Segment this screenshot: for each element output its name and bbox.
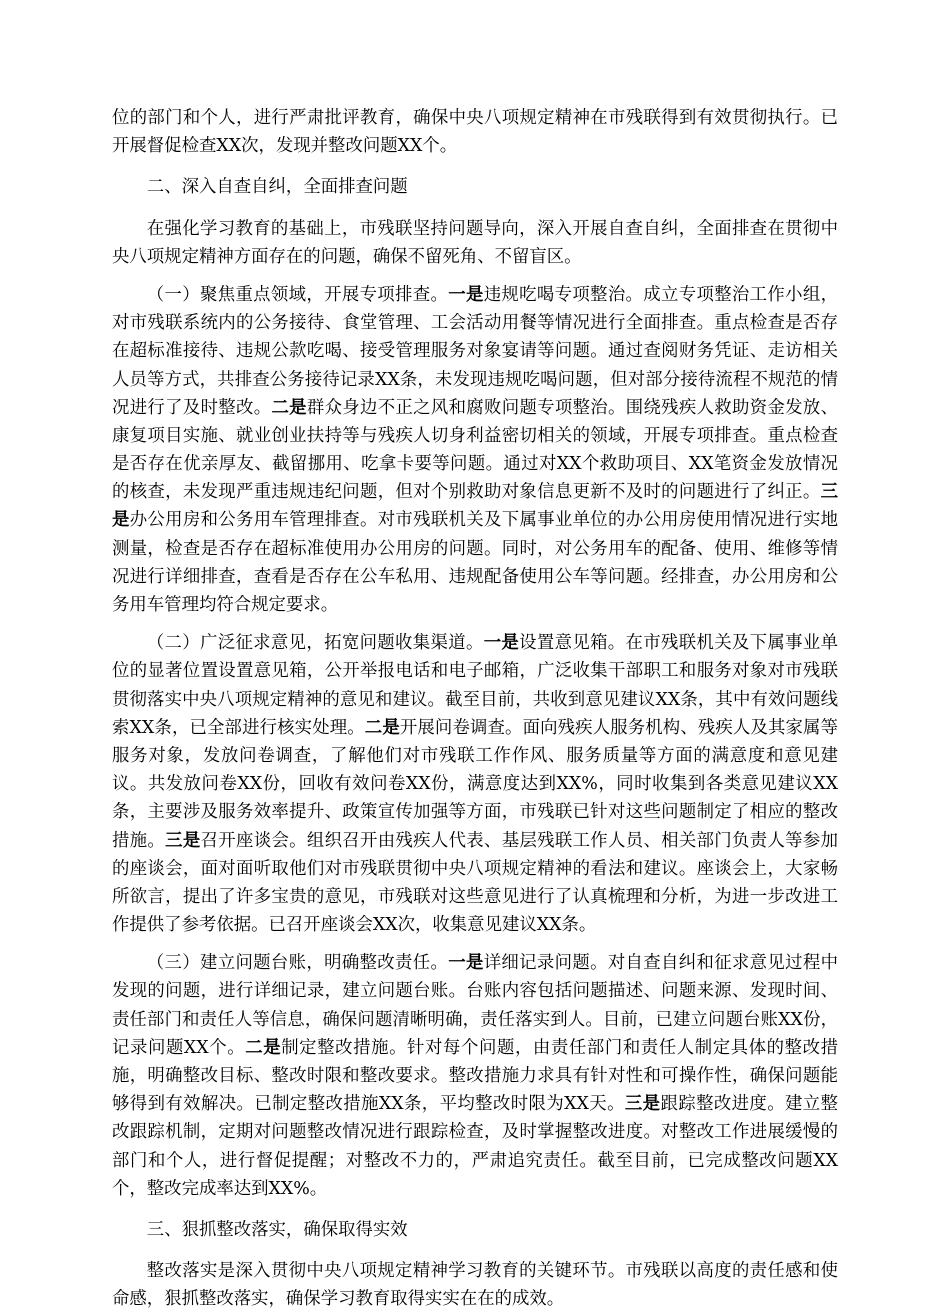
run-text: （二）广泛征求意见，拓宽问题收集渠道。 bbox=[146, 633, 484, 654]
run-emphasis: 三是 bbox=[624, 1094, 661, 1115]
run-text: （一）聚焦重点领域，开展专项排查。 bbox=[146, 284, 449, 305]
run-text: 开展问卷调查。面向残疾人服务机构、残疾人及其家属等服务对象，发放问卷调查，了解他们对市残联工作作风、服务质量等方面的满意度和意见建议。共发放问卷XX份，回收有效问卷XX份，满意度达到XX%，同时收集到各类意见建议XX条，主要涉及服务效率提升、政策宣传加强等方面，市残联已针对这些问题制定了相应的整改措施。 bbox=[112, 717, 838, 851]
paragraph-intro-section-three: 整改落实是深入贯彻中央八项规定精神学习教育的关键环节。市残联以高度的责任感和使命感，狠抓整改落实，确保学习教育取得实实在在的成效。 bbox=[112, 1261, 838, 1310]
run-emphasis: 二是 bbox=[245, 1037, 282, 1058]
run-emphasis: 一是 bbox=[448, 284, 484, 305]
paragraph-continuation: 位的部门和个人，进行严肃批评教育，确保中央八项规定精神在市残联得到有效贯彻执行。已开展督促检查XX次，发现并整改问题XX个。 bbox=[112, 108, 838, 157]
run-text: 群众身边不正之风和腐败问题专项整治。围绕残疾人救助资金发放、康复项目实施、就业创业扶持等与残疾人切身利益密切相关的领域，开展专项排查。重点检查是否存在优亲厚友、截留挪用、吃拿卡要等问题。通过对XX个救助项目、XX笔资金发放情况的核查，未发现严重违规违纪问题，但对个别救助对象信息更新不及时的问题进行了纠正。 bbox=[112, 397, 838, 503]
run-text: 召开座谈会。组织召开由残疾人代表、基层残联工作人员、相关部门负责人等参加的座谈会，面对面听取他们对市残联贯彻中央八项规定精神的看法和建议。座谈会上，大家畅所欲言，提出了许多宝贵的意见，市残联对这些意见进行了认真梳理和分析，为进一步改进工作提供了参考依据。已召开座谈会XX次，收集意见建议XX条。 bbox=[112, 830, 838, 936]
run-emphasis: 一是 bbox=[448, 953, 484, 974]
paragraph-intro-section-two: 在强化学习教育的基础上，市残联坚持问题导向，深入开展自查自纠，全面排查在贯彻中央八项规定精神方面存在的问题，确保不留死角、不留盲区。 bbox=[112, 218, 838, 267]
section-heading-three: 三、狠抓整改落实，确保取得实效 bbox=[146, 1219, 408, 1240]
run-emphasis: 一是 bbox=[483, 633, 520, 654]
run-text: 详细记录问题。对自查自纠和征求意见过程中发现的问题，进行详细记录，建立问题台账。台账内容包括问题描述、问题来源、发现时间、责任部门和责任人等信息，确保问题清晰明确，责任落实到人。目前，已建立问题台账XX份，记录问题XX个。 bbox=[112, 953, 838, 1058]
run-text: 设置意见箱。在市残联机关及下属事业单位的显著位置设置意见箱，公开举报电话和电子邮箱，广泛收集干部职工和服务对象对市残联贯彻落实中央八项规定精神的意见和建议。截至目前，共收到意见建议XX条，其中有效问题线索XX条，已全部进行核实处理。 bbox=[112, 633, 838, 738]
paragraph-subsection-three bbox=[112, 949, 838, 1203]
run-emphasis: 三是 bbox=[112, 482, 838, 531]
paragraph-subsection-two bbox=[112, 629, 838, 939]
run-emphasis: 二是 bbox=[271, 397, 307, 418]
run-text: 办公用房和公务用车管理排查。对市残联机关及下属事业单位的办公用房使用情况进行实地测量，检查是否存在超标准使用办公用房的问题。同时，对公务用车的配备、使用、维修等情况进行详细排查，查看是否存在公车私用、违规配备使用公车等问题。经排查，办公用房和公务用车管理均符合规定要求。 bbox=[112, 510, 838, 615]
run-emphasis: 二是 bbox=[364, 717, 400, 738]
run-text: 跟踪整改进度。建立整改跟踪机制，定期对问题整改情况进行跟踪检查，及时掌握整改进度。对整改工作进展缓慢的部门和个人，进行督促提醒；对整改不力的，严肃追究责任。截至目前，已完成整改问题XX个，整改完成率达到XX%。 bbox=[112, 1094, 838, 1199]
run-text: （三）建立问题台账，明确整改责任。 bbox=[146, 953, 449, 974]
run-text: 违规吃喝专项整治。成立专项整治工作小组，对市残联系统内的公务接待、食堂管理、工会活动用餐等情况进行全面排查。重点检查是否存在超标准接待、违规公款吃喝、接受管理服务对象宴请等问题。通过查阅财务凭证、走访相关人员等方式，共排查公务接待记录XX条，未发现违规吃喝问题，但对部分接待流程不规范的情况进行了及时整改。 bbox=[112, 284, 838, 418]
run-emphasis: 三是 bbox=[165, 830, 201, 851]
run-text: 制定整改措施。针对每个问题，由责任部门和责任人制定具体的整改措施，明确整改目标、整改时限和整改要求。整改措施力求具有针对性和可操作性，确保问题能够得到有效解决。已制定整改措施XX条，平均整改时限为XX天。 bbox=[112, 1037, 838, 1115]
document-body bbox=[112, 104, 838, 1314]
section-heading-two: 二、深入自查自纠，全面排查问题 bbox=[146, 177, 408, 198]
paragraph-subsection-one bbox=[112, 281, 838, 619]
